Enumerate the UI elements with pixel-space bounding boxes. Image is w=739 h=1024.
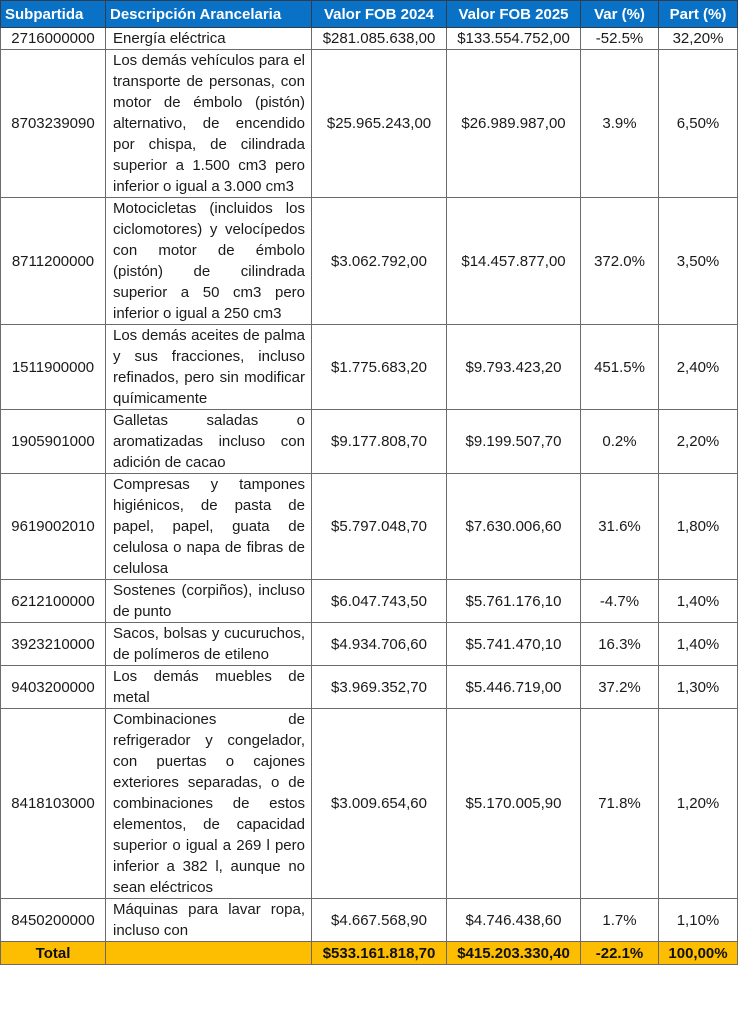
header-row <box>1 1 738 28</box>
cell-fob-2024: $3.009.654,60 <box>312 709 447 899</box>
cell-descripcion: Motocicletas (incluidos los ciclomotores) y velocípedos con motor de émbolo (pistón) de cilindrada superior a 50 cm3 pero inferior o igual a 250 cm3 <box>106 198 312 325</box>
cell-descripcion: Galletas saladas o aromatizadas incluso con adición de cacao <box>106 410 312 474</box>
cell-part: 1,20% <box>659 709 738 899</box>
cell-var: -52.5% <box>581 28 659 50</box>
total-desc <box>106 942 312 965</box>
cell-fob-2025: $9.793.423,20 <box>447 325 581 410</box>
cell-fob-2025: $5.446.719,00 <box>447 666 581 709</box>
cell-subpartida: 8418103000 <box>1 709 106 899</box>
cell-part: 3,50% <box>659 198 738 325</box>
cell-descripcion: Sacos, bolsas y cucuruchos, de polímeros de etileno <box>106 623 312 666</box>
cell-descripcion: Energía eléctrica <box>106 28 312 50</box>
cell-fob-2024: $3.062.792,00 <box>312 198 447 325</box>
cell-part: 6,50% <box>659 50 738 198</box>
cell-subpartida: 9619002010 <box>1 474 106 580</box>
cell-var: 31.6% <box>581 474 659 580</box>
cell-descripcion: Los demás vehículos para el transporte de personas, con motor de émbolo (pistón) alternativo, de encendido por chispa, de cilindrada superior a 1.500 cm3 pero inferior o igual a 3.000 cm3 <box>106 50 312 198</box>
cell-fob-2024: $6.047.743,50 <box>312 580 447 623</box>
cell-descripcion: Los demás aceites de palma y sus fracciones, incluso refinados, pero sin modificar químicamente <box>106 325 312 410</box>
cell-fob-2024: $25.965.243,00 <box>312 50 447 198</box>
table-row <box>1 50 738 198</box>
cell-part: 1,30% <box>659 666 738 709</box>
header-fob-2024: Valor FOB 2024 <box>312 1 447 28</box>
table-row <box>1 666 738 709</box>
cell-fob-2024: $9.177.808,70 <box>312 410 447 474</box>
header-descripcion: Descripción Arancelaria <box>106 1 312 28</box>
table-row <box>1 623 738 666</box>
total-var: -22.1% <box>581 942 659 965</box>
cell-descripcion: Los demás muebles de metal <box>106 666 312 709</box>
header-var: Var (%) <box>581 1 659 28</box>
cell-subpartida: 8450200000 <box>1 899 106 942</box>
header-subpartida: Subpartida <box>1 1 106 28</box>
cell-fob-2025: $5.170.005,90 <box>447 709 581 899</box>
table-row <box>1 198 738 325</box>
cell-subpartida: 8711200000 <box>1 198 106 325</box>
cell-var: 451.5% <box>581 325 659 410</box>
cell-fob-2024: $1.775.683,20 <box>312 325 447 410</box>
cell-part: 1,40% <box>659 580 738 623</box>
total-row <box>1 942 738 965</box>
cell-fob-2025: $7.630.006,60 <box>447 474 581 580</box>
cell-descripcion: Máquinas para lavar ropa, incluso con <box>106 899 312 942</box>
table-row <box>1 899 738 942</box>
cell-subpartida: 6212100000 <box>1 580 106 623</box>
header-fob-2025: Valor FOB 2025 <box>447 1 581 28</box>
header-part: Part (%) <box>659 1 738 28</box>
table-row <box>1 28 738 50</box>
cell-part: 2,20% <box>659 410 738 474</box>
cell-var: 37.2% <box>581 666 659 709</box>
total-label: Total <box>1 942 106 965</box>
cell-var: 71.8% <box>581 709 659 899</box>
cell-part: 1,10% <box>659 899 738 942</box>
cell-descripcion: Compresas y tampones higiénicos, de pasta de papel, papel, guata de celulosa o napa de fibras de celulosa <box>106 474 312 580</box>
cell-fob-2025: $4.746.438,60 <box>447 899 581 942</box>
cell-subpartida: 1511900000 <box>1 325 106 410</box>
cell-part: 1,40% <box>659 623 738 666</box>
cell-fob-2025: $5.741.470,10 <box>447 623 581 666</box>
cell-fob-2025: $26.989.987,00 <box>447 50 581 198</box>
cell-fob-2024: $5.797.048,70 <box>312 474 447 580</box>
cell-part: 32,20% <box>659 28 738 50</box>
total-fob-2025: $415.203.330,40 <box>447 942 581 965</box>
total-part: 100,00% <box>659 942 738 965</box>
cell-descripcion: Combinaciones de refrigerador y congelador, con puertas o cajones exteriores separadas, o de combinaciones de estos elementos, de capacidad superior o igual a 269 l pero inferior a 382 l, aunque no sean eléctricos <box>106 709 312 899</box>
cell-fob-2024: $4.934.706,60 <box>312 623 447 666</box>
cell-fob-2024: $3.969.352,70 <box>312 666 447 709</box>
cell-fob-2025: $14.457.877,00 <box>447 198 581 325</box>
cell-fob-2025: $133.554.752,00 <box>447 28 581 50</box>
cell-subpartida: 2716000000 <box>1 28 106 50</box>
cell-var: 3.9% <box>581 50 659 198</box>
cell-descripcion: Sostenes (corpiños), incluso de punto <box>106 580 312 623</box>
cell-subpartida: 1905901000 <box>1 410 106 474</box>
cell-subpartida: 8703239090 <box>1 50 106 198</box>
cell-subpartida: 9403200000 <box>1 666 106 709</box>
table-row <box>1 410 738 474</box>
table-row <box>1 474 738 580</box>
table-row <box>1 709 738 899</box>
cell-var: 372.0% <box>581 198 659 325</box>
cell-part: 2,40% <box>659 325 738 410</box>
total-fob-2024: $533.161.818,70 <box>312 942 447 965</box>
cell-fob-2024: $281.085.638,00 <box>312 28 447 50</box>
cell-fob-2025: $9.199.507,70 <box>447 410 581 474</box>
cell-fob-2024: $4.667.568,90 <box>312 899 447 942</box>
cell-var: 16.3% <box>581 623 659 666</box>
cell-part: 1,80% <box>659 474 738 580</box>
cell-subpartida: 3923210000 <box>1 623 106 666</box>
table-row <box>1 325 738 410</box>
cell-var: -4.7% <box>581 580 659 623</box>
cell-fob-2025: $5.761.176,10 <box>447 580 581 623</box>
cell-var: 0.2% <box>581 410 659 474</box>
table-row <box>1 580 738 623</box>
cell-var: 1.7% <box>581 899 659 942</box>
